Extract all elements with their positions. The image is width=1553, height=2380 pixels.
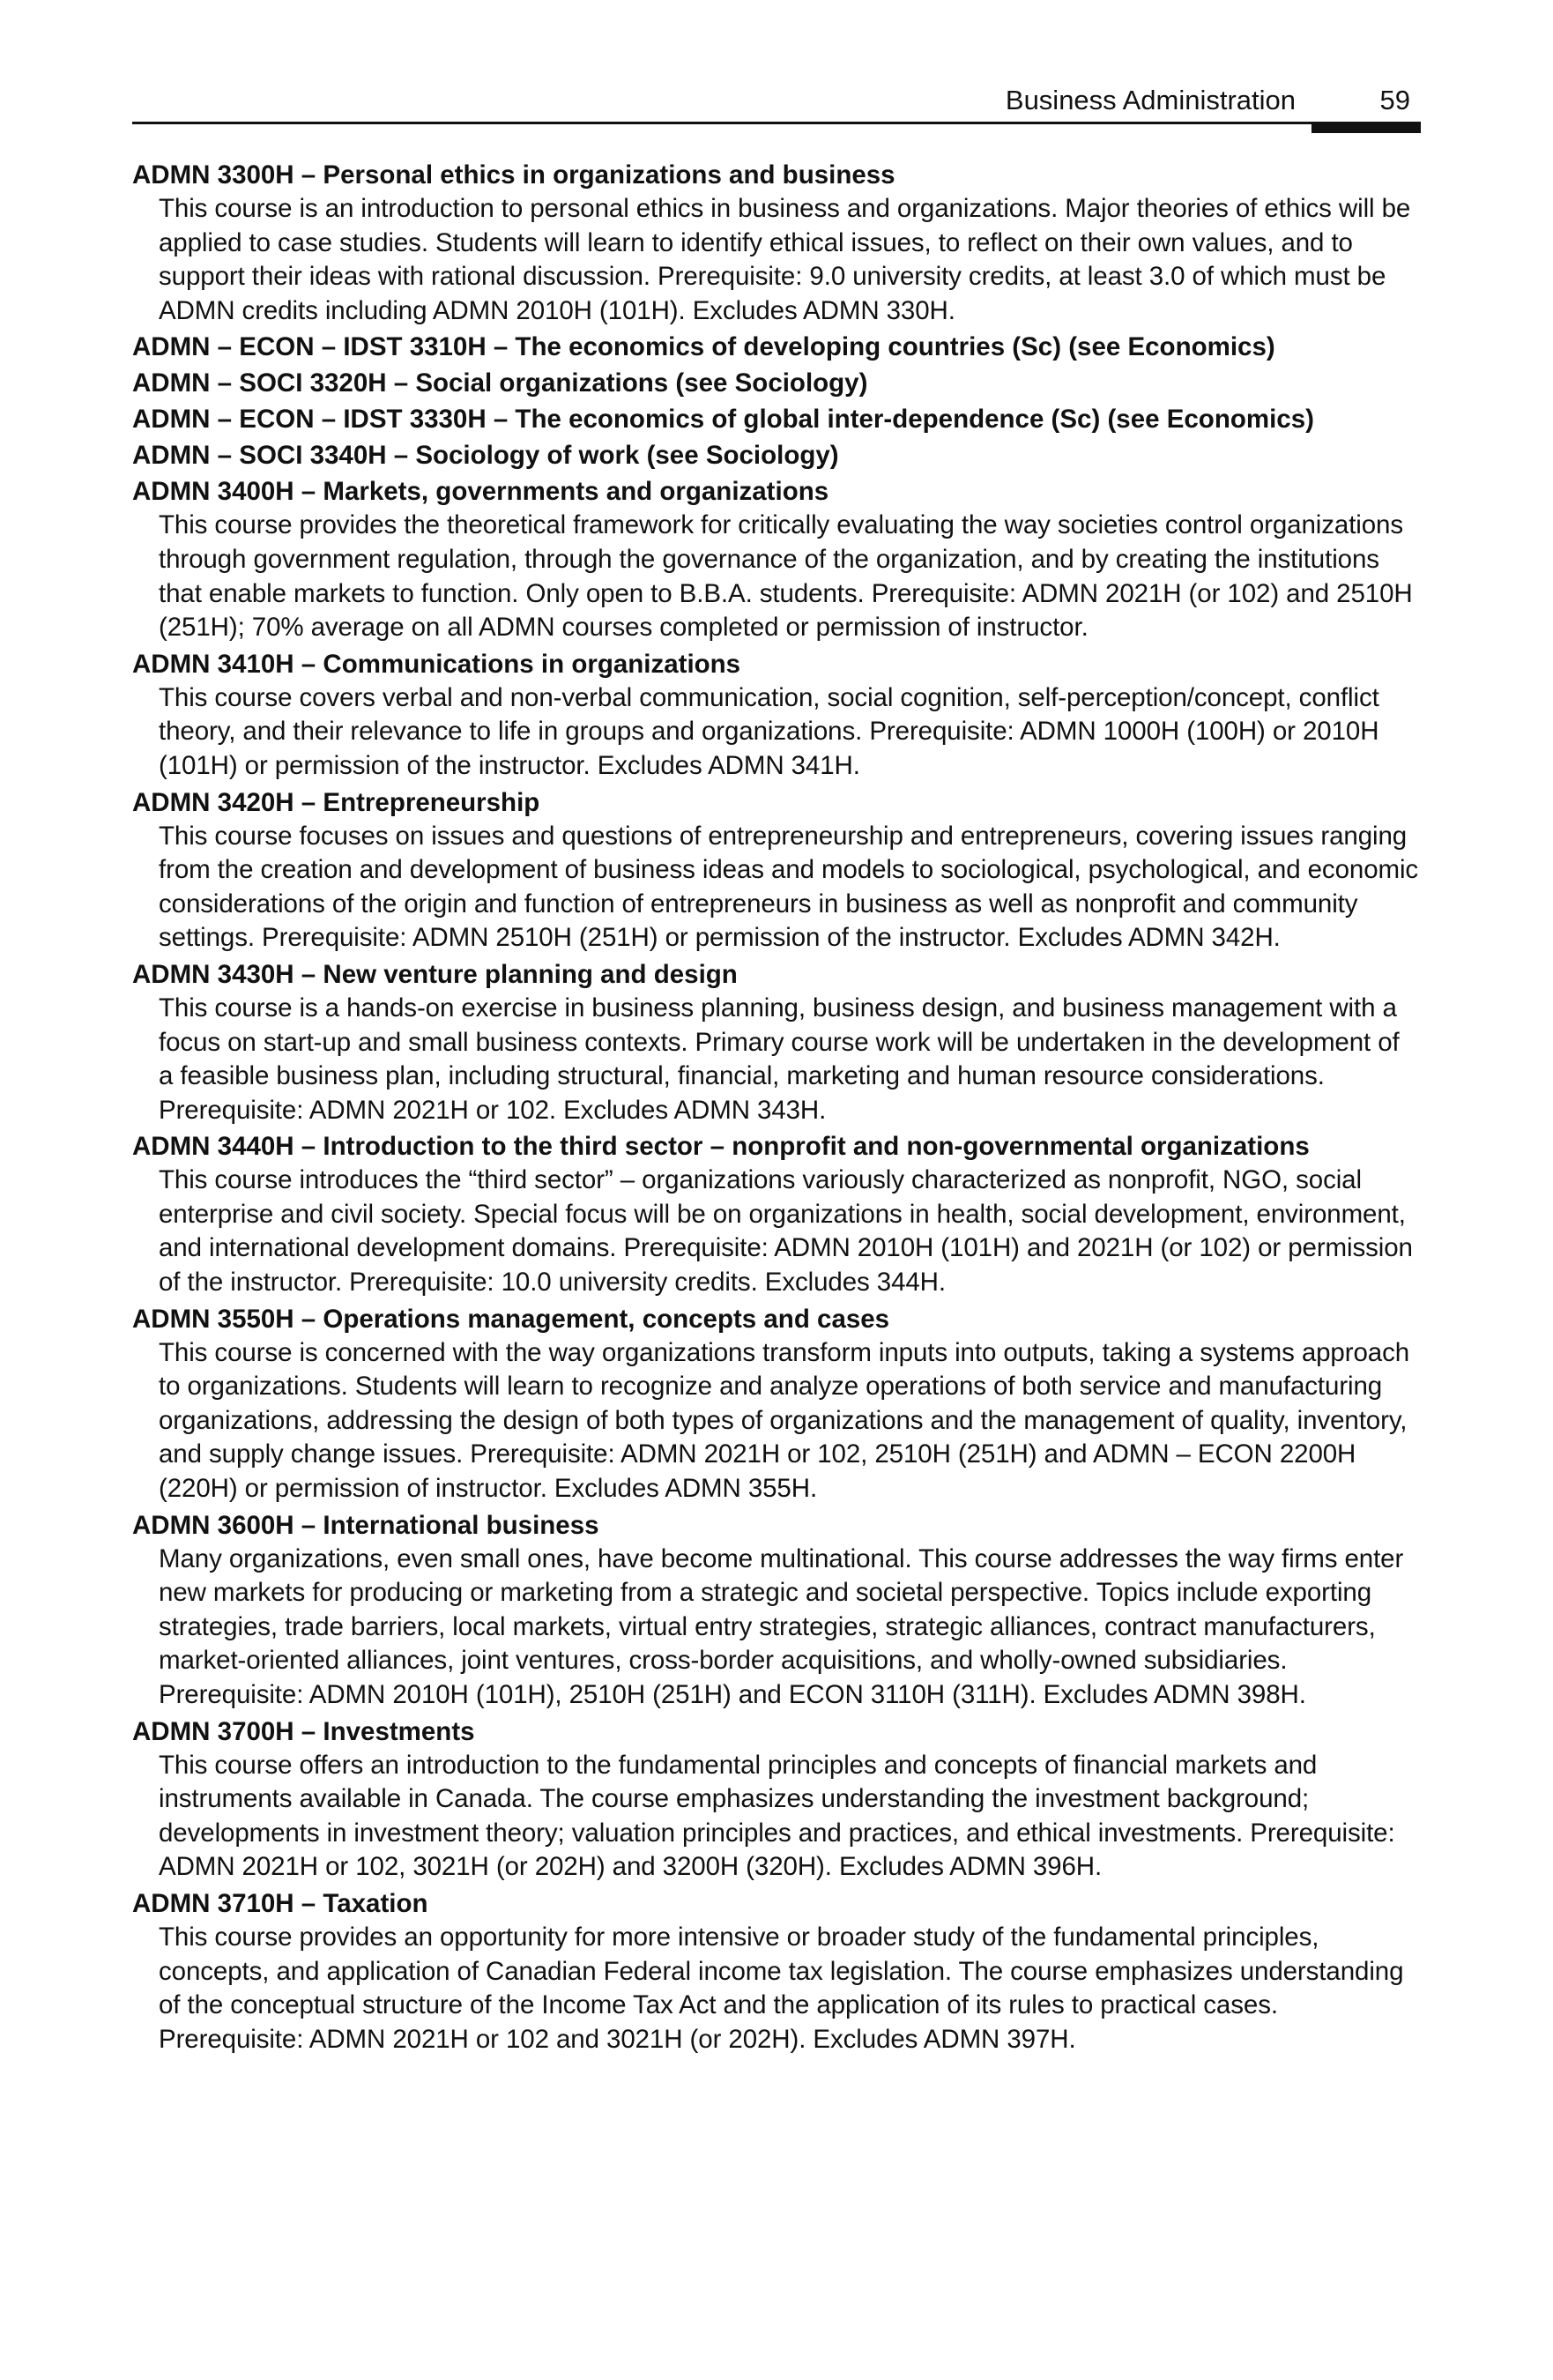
- course-entry: [132, 1509, 1421, 1713]
- running-header: [132, 78, 1421, 123]
- course-list: [132, 159, 1421, 2059]
- header-rule: [132, 122, 1312, 124]
- course-description: This course provides the theoretical framework for critically evaluating the way societies control organizations through government regulation, through the governance of the organization, and by creating the institutions that enable markets to function. Only open to B.B.A. students. Prerequisite: ADMN 2021H (or 102) and 2510H (251H); 70% average on all ADMN courses completed or permission of instructor.: [159, 510, 1413, 643]
- course-title: ADMN 3410H – Communications in organizations: [132, 649, 741, 679]
- course-entry: [132, 439, 1421, 472]
- course-title: ADMN 3300H – Personal ethics in organizations and business: [132, 160, 895, 190]
- course-title: ADMN – SOCI 3340H – Sociology of work (see Sociology): [132, 441, 839, 471]
- course-entry: [132, 958, 1421, 1127]
- course-description: This course covers verbal and non-verbal communication, social cognition, self-perception/concept, conflict theory, and their relevance to life in groups and organizations. Prerequisite: ADMN 1000H (100H) or 2010H (101H) or permission of the instructor. Excludes ADMN 341H.: [159, 682, 1379, 780]
- course-entry: [132, 331, 1421, 364]
- course-entry: [132, 648, 1421, 784]
- course-entry: [132, 786, 1421, 956]
- course-title: ADMN 3440H – Introduction to the third sector – nonprofit and non-governmental organizations: [132, 1132, 1310, 1162]
- course-title: ADMN – ECON – IDST 3330H – The economics of global inter-dependence (Sc) (see Economics): [132, 405, 1314, 435]
- course-title: ADMN 3430H – New venture planning and design: [132, 959, 738, 989]
- course-title: ADMN – SOCI 3320H – Social organizations (see Sociology): [132, 368, 868, 398]
- course-title: ADMN 3400H – Markets, governments and organizations: [132, 477, 829, 507]
- course-description: This course is an introduction to personal ethics in business and organizations. Major theories of ethics will be applied to case studies. Students will learn to identify ethical issues, to reflect on their own values, and to support their ideas with rational discussion. Prerequisite: 9.0 university credits, at least 3.0 of which must be ADMN credits including ADMN 2010H (101H). Excludes ADMN 330H.: [159, 194, 1411, 325]
- course-entry: [132, 1303, 1421, 1506]
- course-entry: [132, 403, 1421, 436]
- course-description: Many organizations, even small ones, have become multinational. This course addresses the way firms enter new markets for producing or marketing from a strategic and societal perspective. Topics include exporting strategies, trade barriers, local markets, virtual entry strategies, strategic alliances, contract manufacturers, market-oriented alliances, joint ventures, cross-border acquisitions, and wholly-owned subsidiaries. Prerequisite: ADMN 2010H (101H), 2510H (251H) and ECON 3110H (311H). Excludes ADMN 398H.: [159, 1543, 1404, 1709]
- course-description: This course focuses on issues and questions of entrepreneurship and entrepreneurs, covering issues ranging from the creation and development of business ideas and models to sociological, psychological, and economic considerations of the origin and function of entrepreneurs in business as well as nonprofit and community settings. Prerequisite: ADMN 2510H (251H) or permission of the instructor. Excludes ADMN 342H.: [159, 821, 1419, 953]
- course-title: ADMN 3420H – Entrepreneurship: [132, 787, 540, 817]
- course-title: ADMN – ECON – IDST 3310H – The economics of developing countries (Sc) (see Economics): [132, 332, 1275, 362]
- course-entry: [132, 1715, 1421, 1885]
- course-title: ADMN 3700H – Investments: [132, 1716, 475, 1746]
- course-entry: [132, 159, 1421, 328]
- header-section-title: Business Administration: [1005, 85, 1296, 115]
- course-description: This course offers an introduction to the fundamental principles and concepts of financial markets and instruments available in Canada. The course emphasizes understanding the investment background; developments in investment theory; valuation principles and practices, and ethical investments. Prerequisite: ADMN 2021H or 102, 3021H (or 202H) and 3200H (320H). Excludes ADMN 396H.: [159, 1750, 1395, 1882]
- course-title: ADMN 3710H – Taxation: [132, 1888, 428, 1918]
- course-description: This course is a hands-on exercise in business planning, business design, and business management with a focus on start-up and small business contexts. Primary course work will be undertaken in the development of a feasible business plan, including structural, financial, marketing and human resource considerations. Prerequisite: ADMN 2021H or 102. Excludes ADMN 343H.: [159, 993, 1400, 1125]
- course-description: This course introduces the “third sector” – organizations variously characterized as nonprofit, NGO, social enterprise and civil society. Special focus will be on organizations in health, social development, environment, and international development domains. Prerequisite: ADMN 2010H (101H) and 2021H (or 102) or permission of the instructor. Prerequisite: 10.0 university credits. Excludes 344H.: [159, 1165, 1413, 1298]
- course-title: ADMN 3600H – International business: [132, 1510, 599, 1540]
- page-number: 59: [1379, 85, 1410, 115]
- course-description: This course is concerned with the way organizations transform inputs into outputs, taking a systems approach to organizations. Students will learn to recognize and analyze operations of both service and manufacturing organizations, addressing the design of both types of organizations and the management of quality, inventory, and supply change issues. Prerequisite: ADMN 2021H or 102, 2510H (251H) and ADMN – ECON 2200H (220H) or permission of instructor. Excludes ADMN 355H.: [159, 1337, 1410, 1504]
- course-entry: [132, 367, 1421, 400]
- course-entry: [132, 1130, 1421, 1299]
- course-entry: [132, 475, 1421, 644]
- course-entry: [132, 1887, 1421, 2056]
- header-tab-bar: [1312, 122, 1421, 133]
- course-title: ADMN 3550H – Operations management, concepts and cases: [132, 1304, 890, 1334]
- course-description: This course provides an opportunity for more intensive or broader study of the fundamental principles, concepts, and application of Canadian Federal income tax legislation. The course emphasizes understanding of the conceptual structure of the Income Tax Act and the application of its rules to practical cases. Prerequisite: ADMN 2021H or 102 and 3021H (or 202H). Excludes ADMN 397H.: [159, 1922, 1404, 2054]
